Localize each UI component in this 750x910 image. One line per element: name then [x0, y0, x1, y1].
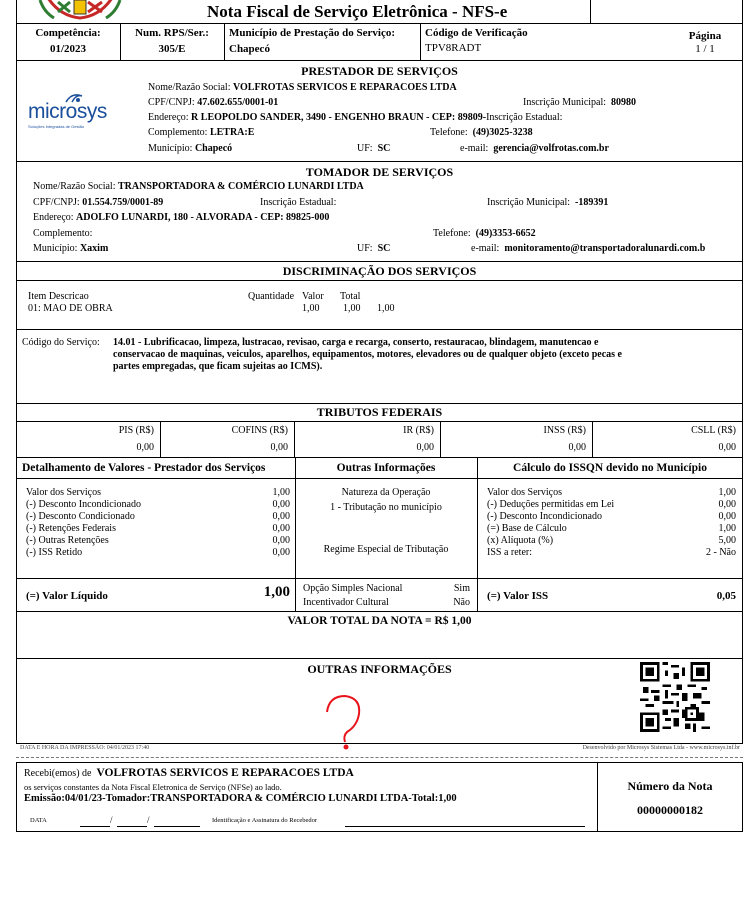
recibo-linha3: Emissão:04/01/23-Tomador:TRANSPORTADORA & COMÉRCIO LUNARDI LTDA-Total:1,00	[24, 793, 457, 804]
prestador-telefone-value: (49)3025-3238	[472, 127, 533, 138]
codigo-servico-label: Código do Serviço:	[22, 337, 100, 348]
prestador-uf-value: SC	[377, 143, 391, 154]
municipio-prestacao-value: Chapecó	[229, 43, 270, 55]
tomador-municipio-row	[33, 243, 108, 254]
competencia-label: Competência:	[35, 27, 101, 39]
csll-value: 0,00	[718, 442, 736, 453]
detalhamento-row: (-) ISS Retido 0,00	[26, 547, 290, 558]
incentivador-label: Incentivador Cultural	[303, 597, 389, 608]
tomador-uf-row	[357, 243, 390, 254]
desenvolvido-por: Desenvolvido por Microsys Sistemas Ltda - www.microsys.inf.br	[582, 745, 740, 751]
tomador-nome-label: Nome/Razão Social:	[33, 181, 116, 192]
codigo-servico-line2: conservacao de maquinas, veiculos, aparelhos, equipamentos, motores, elevadores ou de qualquer objeto (exceto pecas e	[113, 349, 622, 360]
prestador-uf-row	[357, 143, 390, 154]
tomador-email-value: monitoramento@transportadoralunardi.com.b	[504, 243, 706, 254]
issqn-list	[487, 487, 736, 559]
issqn-row: (-) Deduções permitidas em Lei 0,00	[487, 499, 736, 510]
detalhamento-row: Valor dos Serviços 1,00	[26, 487, 290, 498]
tomador-nome-row	[33, 181, 364, 192]
pagina-value: 1 / 1	[695, 43, 715, 55]
col-valor-header: Valor	[302, 291, 324, 302]
prestador-cnpj-value: 47.602.655/0001-01	[197, 97, 279, 108]
tomador-uf-label: UF:	[357, 243, 373, 254]
prestador-endereco-row	[148, 112, 562, 123]
prestador-cnpj-label: CPF/CNPJ:	[148, 97, 195, 108]
inss-label: INSS (R$)	[543, 425, 586, 436]
outras-informacoes-title: OUTRAS INFORMAÇÕES	[307, 662, 452, 676]
prestador-complemento-value: LETRA:E	[209, 127, 255, 138]
codigo-servico-line1: 14.01 - Lubrificacao, limpeza, lustracao, revisao, carga e recarga, conserto, restauracao, blindagem, manutencao e	[113, 337, 599, 348]
issqn-row: (=) Base de Cálculo 1,00	[487, 523, 736, 534]
recibo-linha2: os serviços constantes da Nota Fiscal Eletronica de Serviço (NFSe) ao lado.	[24, 782, 282, 792]
detalhamento-title: Detalhamento de Valores - Prestador dos Serviços	[22, 462, 266, 474]
ir-label: IR (R$)	[403, 425, 434, 436]
tomador-municipio-value: Xaxim	[79, 243, 109, 254]
service-item-value: 1,00	[343, 303, 361, 314]
cut-line	[16, 757, 743, 758]
valor-liquido-label: (=) Valor Líquido	[26, 590, 108, 602]
prestador-uf-label: UF:	[357, 143, 373, 154]
prestador-telefone-label: Telefone:	[430, 127, 468, 138]
simples-nacional-label: Opção Simples Nacional	[303, 583, 403, 594]
cofins-label: COFINS (R$)	[231, 425, 288, 436]
prestador-endereco-label: Endereço:	[148, 112, 189, 123]
recibo-recebemos-label: Recebi(emos) de	[24, 768, 92, 779]
detalhamento-row: (-) Desconto Incondicionado 0,00	[26, 499, 290, 510]
codigo-servico-line3: partes empregadas, que ficam sujeitas ao ICMS).	[113, 361, 323, 372]
issqn-row: (x) Alíquota (%) 5,00	[487, 535, 736, 546]
document-title: Nota Fiscal de Serviço Eletrônica - NFS-e	[207, 2, 508, 21]
data-slash-icon: /	[110, 815, 113, 825]
impressao-timestamp: DATA E HORA DA IMPRESSÃO: 04/01/2023 17:40	[20, 745, 150, 751]
outras-title: Outras Informações	[336, 462, 436, 474]
discriminacao-title: DISCRIMINAÇÃO DOS SERVIÇOS	[282, 264, 477, 278]
prestador-title: PRESTADOR DE SERVIÇOS	[301, 64, 458, 78]
competencia-value: 01/2023	[49, 43, 87, 55]
prestador-municipio-value: Chapecó	[194, 143, 233, 154]
codigo-verificacao-value: TPV8RADT	[425, 42, 482, 54]
prestador-endereco-value: R LEOPOLDO SANDER, 3490 - ENGENHO BRAUN - CEP: 89809-	[191, 112, 487, 123]
simples-nacional-value: Sim	[453, 583, 470, 594]
issqn-row: ISS a reter: 2 - Não	[487, 547, 736, 558]
tomador-complemento-label: Complemento:	[33, 228, 93, 239]
service-item-total: 1,00	[377, 303, 395, 314]
tomador-cnpj-value: 01.554.759/0001-89	[82, 197, 164, 208]
detalhamento-row: (-) Retenções Federais 0,00	[26, 523, 290, 534]
tomador-telefone-row	[433, 228, 536, 239]
col-item-header: Item Descricao	[28, 291, 89, 302]
data-day-line[interactable]	[80, 826, 110, 827]
prestador-telefone-row	[430, 127, 533, 138]
incentivador-value: Não	[453, 597, 470, 608]
pis-label: PIS (R$)	[118, 425, 154, 436]
prestador-email-value: gerencia@volfrotas.com.br	[493, 143, 609, 154]
assinatura-line[interactable]	[345, 826, 585, 827]
tomador-nome-value: TRANSPORTADORA & COMÉRCIO LUNARDI LTDA	[117, 181, 364, 192]
prestador-email-label: e-mail:	[460, 143, 489, 154]
prestador-cnpj-row	[148, 97, 278, 108]
prestador-email-row	[460, 143, 609, 154]
recibo-recebemos-row	[24, 767, 354, 779]
tomador-endereco-label: Endereço:	[33, 212, 74, 223]
data-year-line[interactable]	[154, 826, 200, 827]
issqn-row: (-) Desconto Incondicionado 0,00	[487, 511, 736, 522]
natureza-value: 1 - Tributação no município	[330, 502, 442, 513]
valor-total-label: VALOR TOTAL DA NOTA = R$ 1,00	[287, 615, 472, 627]
inss-value: 0,00	[568, 442, 586, 453]
microsys-logo	[28, 88, 128, 130]
microsys-logo-text: microsys	[28, 100, 107, 123]
natureza-label: Natureza da Operação	[341, 487, 431, 498]
tomador-municipio-label: Município:	[33, 243, 78, 254]
tomador-endereco-value: ADOLFO LUNARDI, 180 - ALVORADA - CEP: 89825-000	[76, 212, 330, 223]
detalhamento-row: (-) Outras Retenções 0,00	[26, 535, 290, 546]
ir-value: 0,00	[416, 442, 434, 453]
prestador-nome-label: Nome/Razão Social:	[148, 82, 231, 93]
prestador-ie-label: Inscrição Estadual:	[486, 112, 563, 123]
prestador-im-label: Inscrição Municipal:	[523, 97, 607, 108]
detalhamento-row: (-) Desconto Condicionado 0,00	[26, 511, 290, 522]
service-item-qty: 1,00	[302, 303, 320, 314]
prestador-nome-value: VOLFROTAS SERVICOS E REPARACOES LTDA	[232, 82, 457, 93]
tomador-email-row	[471, 243, 742, 254]
recibo-data-label: DATA	[30, 817, 47, 824]
prestador-im-row	[523, 97, 636, 108]
numero-nota-label: Número da Nota	[627, 779, 713, 793]
municipio-prestacao-label: Município de Prestação do Serviço:	[229, 27, 395, 39]
cofins-value: 0,00	[270, 442, 288, 453]
tomador-cnpj-label: CPF/CNPJ:	[33, 197, 80, 208]
col-total-header: Total	[340, 291, 361, 302]
regime-especial-label: Regime Especial de Tributação	[323, 544, 449, 555]
prestador-complemento-row	[148, 127, 254, 138]
microsys-tagline: Soluções Integradas de Gestão	[28, 124, 85, 129]
valor-iss-label: (=) Valor ISS	[487, 590, 549, 602]
qr-code-icon	[640, 662, 710, 732]
pagina-label: Página	[688, 30, 722, 42]
numero-nota-value: 00000000182	[637, 803, 703, 817]
data-slash-icon: /	[147, 815, 150, 825]
tomador-im-row	[487, 197, 608, 208]
data-month-line[interactable]	[117, 826, 147, 827]
tributos-title: TRIBUTOS FEDERAIS	[316, 405, 443, 419]
num-rps-value: 305/E	[158, 43, 186, 55]
tomador-endereco-row	[33, 212, 329, 223]
tomador-im-value: -189391	[575, 197, 609, 208]
prestador-nome-row	[148, 82, 457, 93]
num-rps-label: Num. RPS/Ser.:	[135, 27, 209, 39]
tomador-telefone-label: Telefone:	[433, 228, 471, 239]
issqn-row: Valor dos Serviços 1,00	[487, 487, 736, 498]
pis-value: 0,00	[136, 442, 154, 453]
prestador-complemento-label: Complemento:	[148, 127, 208, 138]
csll-label: CSLL (R$)	[691, 425, 736, 436]
prestador-im-value: 80980	[611, 97, 637, 108]
tomador-cnpj-row	[33, 197, 163, 208]
question-mark-annotation-icon	[315, 688, 375, 752]
recibo-recebemos-value: VOLFROTAS SERVICOS E REPARACOES LTDA	[96, 767, 354, 779]
tomador-email-label: e-mail:	[471, 243, 500, 254]
valor-liquido-value: 1,00	[263, 584, 290, 600]
prestador-municipio-row	[148, 143, 232, 154]
service-item-desc: 01: MAO DE OBRA	[28, 303, 113, 314]
tomador-ie-label: Inscrição Estadual:	[260, 197, 337, 208]
codigo-verificacao-label: Código de Verificação	[425, 27, 528, 39]
recibo-assinatura-label: Identificação e Assinatura do Recebedor	[212, 817, 318, 824]
tomador-telefone-value: (49)3353-6652	[475, 228, 536, 239]
tomador-uf-value: SC	[377, 243, 391, 254]
issqn-title: Cálculo do ISSQN devido no Município	[513, 462, 707, 474]
detalhamento-list	[26, 487, 290, 559]
valor-iss-value: 0,05	[716, 590, 736, 602]
prestador-municipio-label: Município:	[148, 143, 193, 154]
tomador-im-label: Inscrição Municipal:	[487, 197, 571, 208]
coat-of-arms-icon	[30, 0, 130, 22]
tomador-title: TOMADOR DE SERVIÇOS	[305, 165, 454, 179]
col-quantidade-header: Quantidade	[248, 291, 295, 302]
